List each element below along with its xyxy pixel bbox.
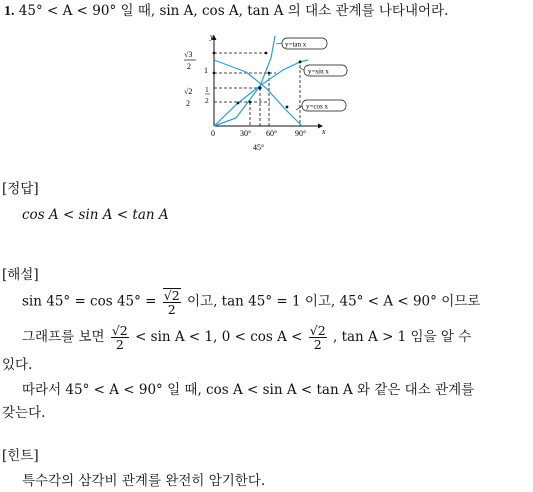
fraction: $\frac{√2}{2}$ bbox=[309, 323, 326, 352]
explanation-line3: 있다. bbox=[2, 357, 33, 373]
x-tick-45: 45° bbox=[253, 143, 265, 152]
origin-label: 0 bbox=[211, 129, 215, 138]
fraction: $\frac{√2}{2}$ bbox=[111, 323, 128, 352]
hint-text: 특수각의 삼각비 관계를 완전히 암기한다. bbox=[22, 473, 266, 489]
y-label-sqrt3: √3 bbox=[184, 50, 193, 59]
trig-graph bbox=[176, 30, 352, 154]
explanation-header: [해설] bbox=[2, 267, 39, 283]
question-text: 45° < A < 90° 일 때, sin A, cos A, tan A 의 대소 관계를 나타내어라. bbox=[18, 3, 449, 19]
y-label-one: 1 bbox=[204, 66, 208, 75]
y-label-den2: 2 bbox=[186, 99, 190, 108]
x-tick-30: 30° bbox=[240, 129, 252, 138]
sin-curve bbox=[214, 60, 308, 126]
cos-label: y=cos x bbox=[306, 102, 329, 111]
x-tick-60: 60° bbox=[266, 129, 278, 138]
key-points bbox=[213, 52, 302, 109]
y-axis-label: y bbox=[210, 32, 214, 41]
explanation-line1: sin 45° = cos 45° = $\frac{√2}{2}$ 이고, tan 45° = 1 이고, 45° < A < 90° 이므로 bbox=[22, 288, 481, 317]
question bbox=[4, 2, 448, 21]
x-axis-label: x bbox=[322, 127, 326, 136]
explanation-line5: 갖는다. bbox=[2, 405, 46, 421]
sin-label: y=sin x bbox=[308, 67, 329, 76]
x-tick-90: 90° bbox=[295, 129, 307, 138]
answer-text: cos A < sin A < tan A bbox=[22, 207, 169, 223]
fraction: $\frac{√2}{2}$ bbox=[163, 288, 180, 317]
explanation-line2: 그래프를 보면 $\frac{√2}{2}$ < sin A < 1, 0 < cos A < $\frac{√2}{2}$ , tan A > 1 임을 알 수 bbox=[22, 323, 472, 352]
question-number: 1. bbox=[4, 4, 15, 19]
hint-header: [힌트] bbox=[2, 448, 39, 464]
y-label-den1: 2 bbox=[187, 62, 191, 71]
explanation-line4: 따라서 45° < A < 90° 일 때, cos A < sin A < tan A 와 같은 대소 관계를 bbox=[22, 382, 475, 398]
tan-label: y=tan x bbox=[285, 40, 307, 49]
cos-curve bbox=[214, 60, 302, 126]
y-label-sqrt2: √2 bbox=[184, 87, 193, 96]
y-label-den3: 2 bbox=[205, 96, 209, 105]
answer-header: [정답] bbox=[2, 181, 39, 197]
y-label-one-b: 1 bbox=[205, 85, 209, 94]
